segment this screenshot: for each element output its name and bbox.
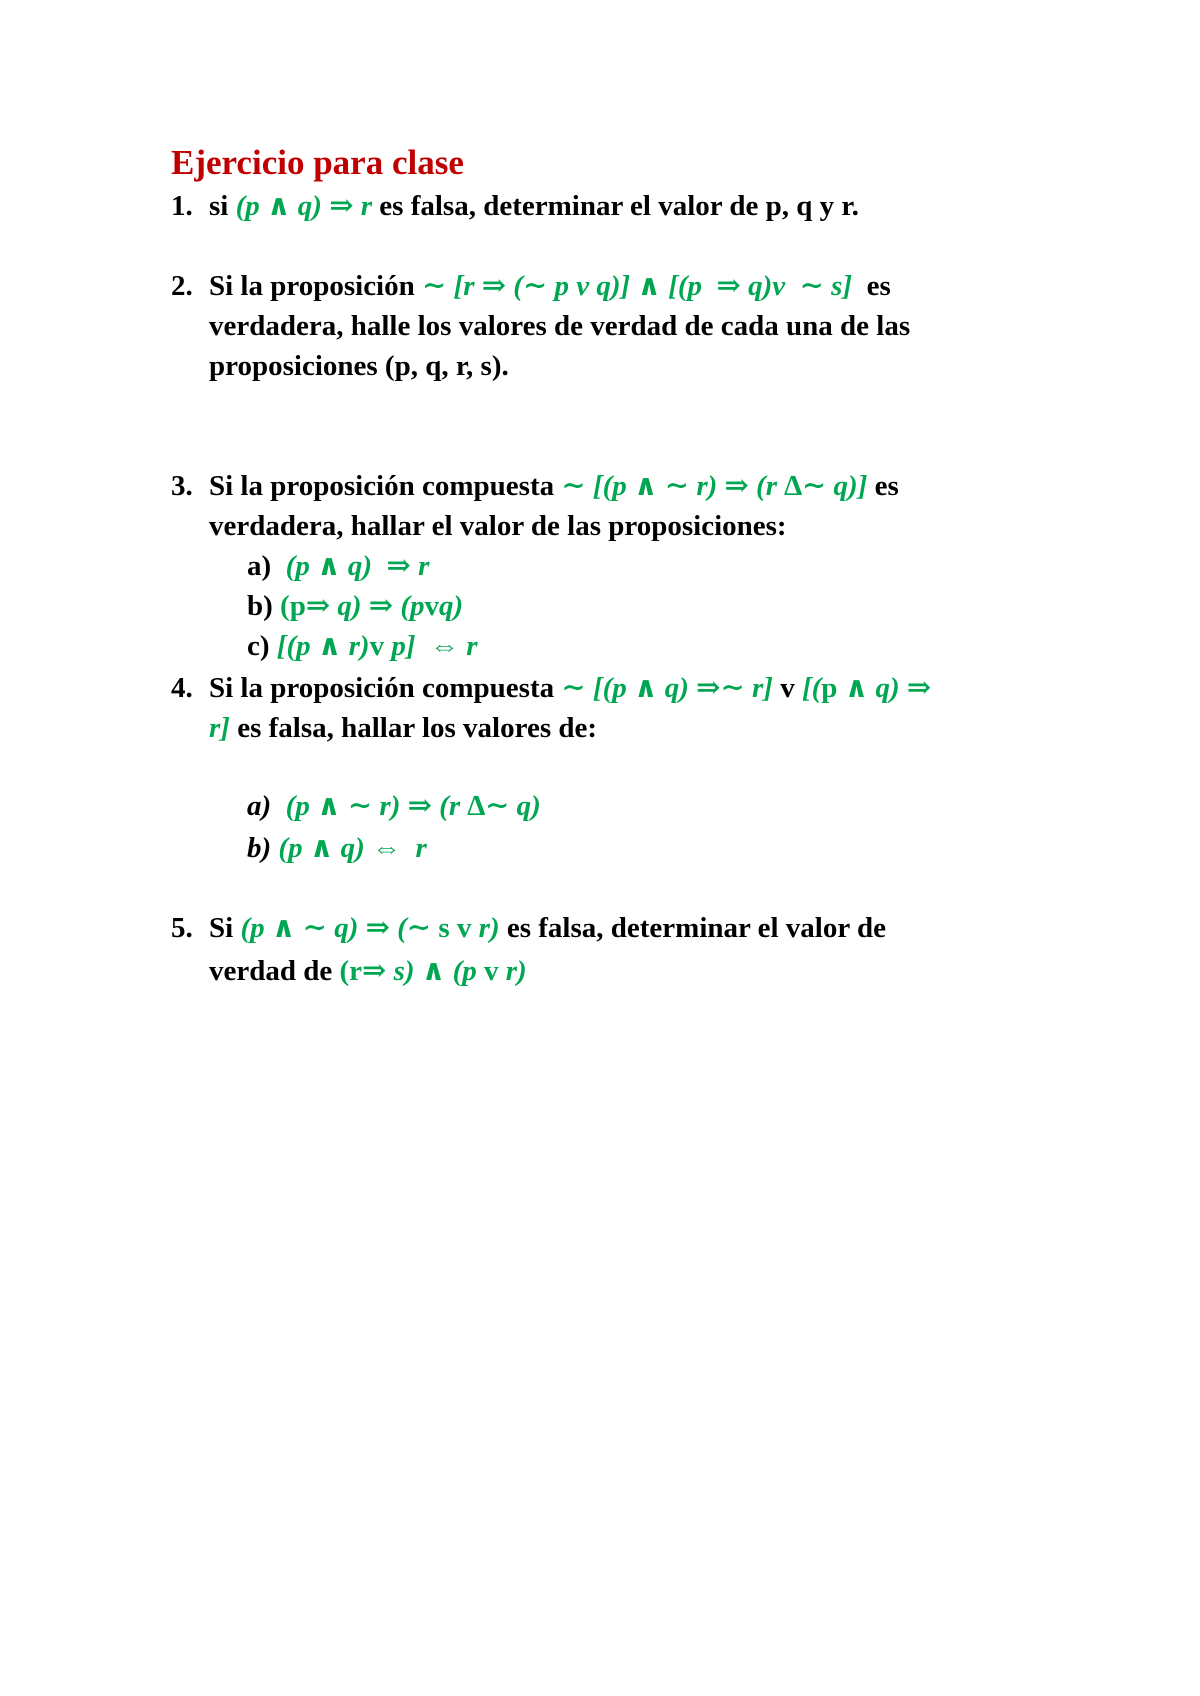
- exercise-2-line: [209, 306, 910, 346]
- exercise-5-line: [209, 951, 527, 991]
- text-segment: proposiciones (p, q, r, s).: [209, 350, 509, 382]
- text-segment: verdad de: [209, 955, 340, 987]
- text-segment: es falsa, hallar los valores de:: [229, 712, 598, 744]
- formula-segment: s v: [438, 912, 479, 944]
- text-segment: Si la proposición: [209, 270, 422, 302]
- formula-segment: (r⇒: [339, 955, 394, 987]
- formula-segment: ∼ [r ⇒ (∼ p v q)] ∧ [(p ⇒ q)v ∼ s]: [422, 270, 853, 302]
- text-segment: a): [247, 550, 286, 582]
- text-segment: [271, 790, 286, 822]
- formula-segment: (p ∧ ∼ q) ⇒ (∼: [240, 912, 439, 944]
- text-segment: Si: [209, 912, 241, 944]
- page-title: Ejercicio para clase: [171, 143, 464, 182]
- subitem-label: b): [247, 832, 272, 864]
- formula-segment: (p ∧ q) ⇒ r: [285, 550, 430, 582]
- formula-segment: ∼ [(p ∧ ∼ r) ⇒ (r ∆∼ q)]: [561, 470, 868, 502]
- text-segment: c): [247, 630, 277, 662]
- text-segment: es falsa, determinar el valor de: [499, 912, 886, 944]
- formula-segment: p] ⇔ r: [391, 630, 478, 662]
- text-segment: Si la proposición compuesta: [209, 470, 562, 502]
- text-segment: v: [772, 672, 802, 704]
- exercise-3-subitem: [247, 546, 429, 586]
- exercise-number: 3.: [171, 470, 193, 502]
- formula-segment: (p⇒: [280, 590, 338, 622]
- formula-segment: v: [369, 630, 392, 662]
- text-segment: Si la proposición compuesta: [209, 672, 562, 704]
- formula-segment: ∧ q) ⇒: [844, 672, 932, 704]
- text-segment: es falsa, determinar el valor de p, q y r.: [372, 190, 859, 222]
- text-segment: es: [867, 470, 899, 502]
- exercise-3-subitem: [247, 626, 478, 666]
- exercise-number: 4.: [171, 672, 193, 704]
- text-segment: si: [209, 190, 236, 222]
- exercise-4-line: [171, 668, 931, 708]
- formula-segment: v: [483, 955, 506, 987]
- text-segment: verdadera, hallar el valor de las proposiciones:: [209, 510, 787, 542]
- text-segment: es: [852, 270, 891, 302]
- formula-segment: (p ∧ q) ⇔ r: [278, 832, 427, 864]
- exercise-4-subitem: [247, 828, 427, 868]
- exercise-3-line: [209, 506, 787, 546]
- exercise-4-subitem: [247, 786, 541, 826]
- exercise-4-line: [209, 708, 597, 748]
- formula-segment: q): [439, 590, 464, 622]
- text-segment: verdadera, halle los valores de verdad de cada una de las: [209, 310, 911, 342]
- formula-segment: r): [478, 912, 500, 944]
- exercise-number: 5.: [171, 912, 193, 944]
- text-segment: b): [247, 590, 281, 622]
- exercise-2-line: [209, 346, 509, 386]
- formula-segment: [(: [801, 672, 822, 704]
- formula-segment: r]: [209, 712, 230, 744]
- formula-segment: [(p ∧ r): [276, 630, 370, 662]
- subitem-label: a): [247, 790, 272, 822]
- exercise-number: 1.: [171, 190, 193, 222]
- exercise-3-line: [171, 466, 899, 506]
- exercise-2-line: [171, 266, 891, 306]
- formula-segment: p: [821, 672, 845, 704]
- exercise-3-subitem: [247, 586, 463, 626]
- formula-segment: r): [505, 955, 527, 987]
- formula-segment: s) ∧ (p: [393, 955, 484, 987]
- exercise-5-line: [171, 908, 886, 948]
- formula-segment: v: [424, 590, 440, 622]
- formula-segment: ∼ [(p ∧ q) ⇒∼ r]: [561, 672, 773, 704]
- formula-segment: q) ⇒ (p: [337, 590, 425, 622]
- exercise-number: 2.: [171, 270, 193, 302]
- formula-segment: (p ∧ q) ⇒ r: [235, 190, 373, 222]
- exercise-1-line: [171, 186, 859, 226]
- formula-segment: (p ∧ ∼ r) ⇒ (r ∆∼ q): [285, 790, 541, 822]
